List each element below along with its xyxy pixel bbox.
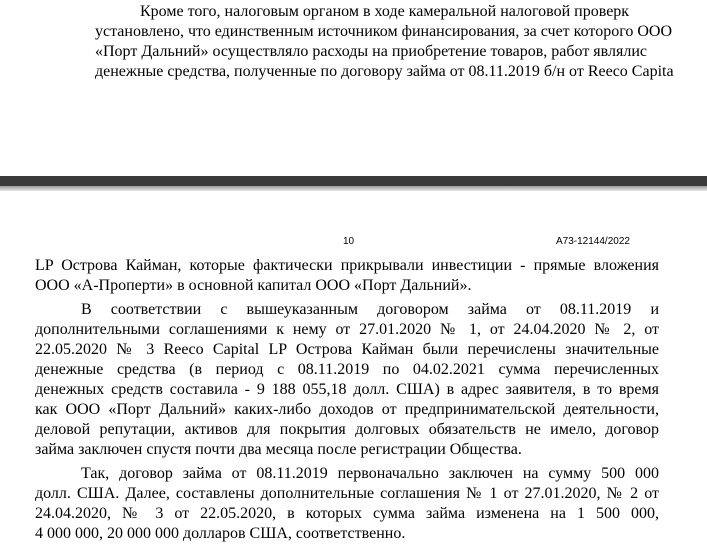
body-line: дополнительными соглашениями к нему от 27.01.2020 № 1, от 24.04.2020 № 2, от [35,321,659,338]
body-line: 4 000 000, 20 000 000 долларов США, соответственно. [35,525,406,542]
case-number: А73-12144/2022 [556,236,630,247]
body-line: денежные средства (в период с 08.11.2019 по 04.02.2021 сумма перечисленных [35,361,659,378]
body-line: 22.05.2020 № 3 Reeco Capital LP Острова Кайман были перечислены значительные [35,341,659,358]
top-paragraph-line: Кроме того, налоговым органом в ходе камеральной налоговой проверк [140,3,630,20]
page-number: 10 [343,236,355,247]
top-paragraph-line: установлено, что единственным источником финансирования, за счет которого ООО [95,23,673,40]
body-line: В соответствии с вышеуказанным договором займа от 08.11.2019 и [81,301,659,318]
body-line: LP Острова Кайман, которые фактически прикрывали инвестиции - прямые вложения [35,257,659,274]
top-paragraph-line: «Порт Дальний» осуществляло расходы на приобретение товаров, работ являлис [95,43,647,60]
body-line: как ООО «Порт Дальний» каких-либо доходов от предпринимательской деятельности, [35,401,659,418]
body-line: долл. США. Далее, составлены дополнительные соглашения № 1 от 27.01.2020, № 2 от [35,485,659,502]
page-separator-shadow [0,186,707,191]
body-line: ООО «А-Проперти» в основной капитал ООО «Порт Дальний». [35,277,472,294]
body-line: денежных средств составила - 9 188 055,18 долл. США) в адрес заявителя, в то время [35,381,659,398]
top-paragraph-line: денежные средства, полученные по договору займа от 08.11.2019 б/н от Reeco Capita [95,63,674,80]
body-line: займа заключен спустя почти два месяца после регистрации Общества. [35,441,522,458]
body-line: деловой репутации, активов для покрытия долговых обязательств не имело, договор [35,421,659,438]
body-line: 24.04.2020, № 3 от 22.05.2020, в которых сумма займа изменена на 1 500 000, [35,505,659,522]
body-line: Так, договор займа от 08.11.2019 первоначально заключен на сумму 500 000 [81,465,659,482]
page-separator [0,176,707,186]
